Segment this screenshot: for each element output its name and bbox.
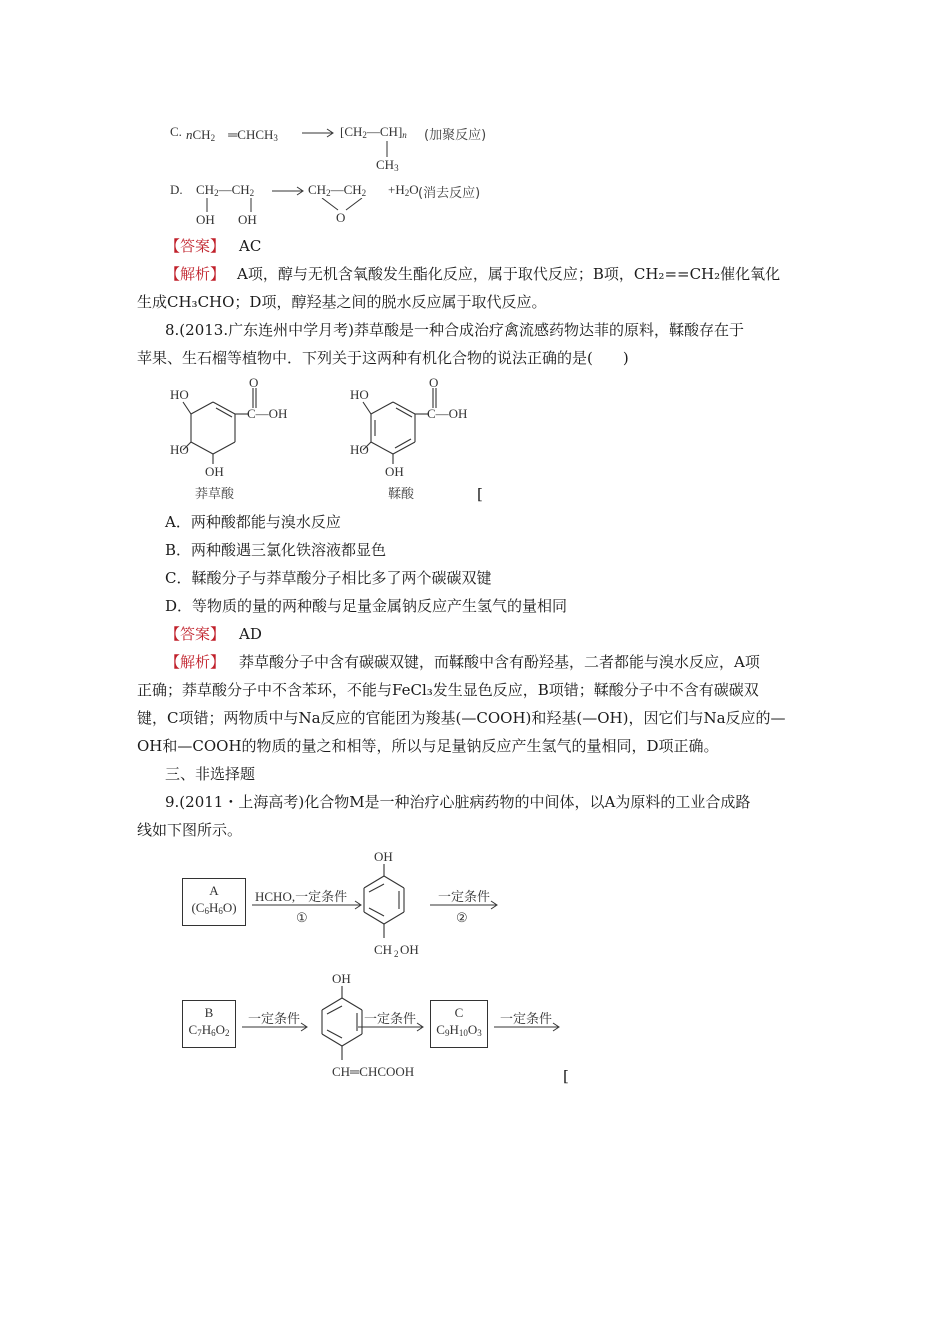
q8-option-d: D．等物质的量的两种酸与足量金属钠反应产生氢气的量相同 <box>165 597 568 615</box>
option-d-oh-left: OH <box>196 212 215 227</box>
box-c-formula: $C_9H_{10}O_3$ <box>436 1022 482 1038</box>
svg-text:HO: HO <box>350 387 369 402</box>
svg-text:2: 2 <box>394 949 399 959</box>
box-c <box>430 1000 488 1048</box>
arrow2-step: ② <box>456 910 468 925</box>
option-c-letter: C. <box>170 124 182 139</box>
q8-analysis-text1: 莽草酸分子中含有碳碳双键，而鞣酸中含有酚羟基，二者都能与溴水反应，A项 <box>239 653 760 671</box>
q9-stem-line2: 线如下图所示。 <box>137 821 243 839</box>
arrow2 <box>430 900 500 910</box>
q8-analysis-label: 【解析】 <box>165 653 226 671</box>
svg-text:HO: HO <box>350 442 369 457</box>
option-c-equation <box>170 124 510 174</box>
q8-analysis-line2: 正确；莽草酸分子中不含苯环，不能与FeCl₃发生显色反应，B项错；鞣酸分子中不含有碳碳双 <box>137 681 759 699</box>
option-d-letter: D. <box>170 182 183 197</box>
q8-stem-line2: 苹果、生石榴等植物中．下列关于这两种有机化合物的说法正确的是( ) <box>137 349 629 367</box>
svg-text:OH: OH <box>385 464 404 479</box>
svg-text:HO: HO <box>170 387 189 402</box>
svg-text:OH: OH <box>374 849 393 864</box>
arrow5 <box>494 1022 562 1032</box>
svg-text:C—OH: C—OH <box>427 406 468 421</box>
arrow2-label: 一定条件 <box>438 889 491 904</box>
arrow1-step: ① <box>296 910 308 925</box>
option-d-arrow <box>272 186 306 196</box>
q8-bracket: [ <box>477 485 483 503</box>
box-c-name: C <box>454 1005 464 1020</box>
p-hydroxybenzyl-alcohol-structure <box>360 848 440 963</box>
option-c-label: (加聚反应) <box>424 128 487 143</box>
q8-option-c: C．鞣酸分子与莽草酸分子相比多了两个碳碳双键 <box>165 569 492 587</box>
shikimic-acid-name: 莽草酸 <box>195 487 235 502</box>
q8-answer-label: 【答案】 <box>165 625 226 643</box>
box-b-formula: $C_7H_6O_2$ <box>188 1022 230 1038</box>
option-c-branch-bond <box>385 141 389 157</box>
box-b <box>182 1000 236 1048</box>
svg-text:O: O <box>249 375 259 390</box>
q8-answer-value: AD <box>239 625 262 643</box>
q7-answer-value: AC <box>239 237 262 255</box>
q7-analysis-line2: 生成CH₃CHO；D项，醇羟基之间的脱水反应属于取代反应。 <box>137 293 547 311</box>
tannic-acid-structure <box>345 372 485 482</box>
option-d-equation <box>170 180 510 230</box>
arrow3-label: 一定条件 <box>248 1011 301 1026</box>
arrow1-label: HCHO,一定条件 <box>255 889 348 904</box>
arrow5-label: 一定条件 <box>500 1011 553 1026</box>
q7-analysis-text1: A项，醇与无机含氧酸发生酯化反应，属于取代反应；B项，CH₂==CH₂催化氧化 <box>237 265 781 283</box>
option-d-label: (消去反应) <box>418 186 481 201</box>
option-d-oh-right: OH <box>238 212 257 227</box>
option-c-reactant: nCH$_2$ $═CHCH_3$ <box>186 127 278 143</box>
option-d-reactant: $CH_2—CH_2$ <box>196 182 255 198</box>
box-b-name: B <box>204 1005 214 1020</box>
q7-analysis-line1 <box>165 264 780 284</box>
box-a-name: A <box>209 883 219 898</box>
q8-option-b: B．两种酸遇三氯化铁溶液都显色 <box>165 541 387 559</box>
box-a-formula: $(C_6H_6O)$ <box>191 900 237 916</box>
svg-text:OH: OH <box>400 942 419 957</box>
option-d-water: $+H_2O$ <box>388 182 419 198</box>
q8-analysis-line1 <box>165 652 760 672</box>
q8-stem-line1: 8.(2013.广东连州中学月考)莽草酸是一种合成治疗禽流感药物达菲的原料，鞣酸存在于 <box>165 321 744 339</box>
arrow1 <box>252 900 364 910</box>
svg-text:CH: CH <box>374 942 393 957</box>
svg-text:OH: OH <box>205 464 224 479</box>
box-a <box>182 878 246 926</box>
q9-stem-line1: 9.(2011・上海高考)化合物M是一种治疗心脏病药物的中间体，以A为原料的工业合成路 <box>165 793 751 811</box>
q7-analysis-label: 【解析】 <box>165 265 226 283</box>
option-d-epoxide: $CH_2—CH_2$ <box>308 182 367 198</box>
section3-title: 三、非选择题 <box>165 765 256 783</box>
tannic-acid-name: 鞣酸 <box>388 487 415 502</box>
q8-analysis-line4: OH和—COOH的物质的量之和相等，所以与足量钠反应产生氢气的量相同，D项正确。 <box>137 737 719 755</box>
q8-option-a: A．两种酸都能与溴水反应 <box>165 513 341 531</box>
option-c-polymer: $[CH_2—CH]_n$ <box>340 124 407 140</box>
q7-answer-label: 【答案】 <box>165 237 226 255</box>
arrow3 <box>242 1022 310 1032</box>
svg-text:HO: HO <box>170 442 189 457</box>
q9-bracket: [ <box>563 1067 569 1085</box>
option-d-epoxide-o: O <box>336 210 346 225</box>
option-c-arrow <box>302 128 336 138</box>
shikimic-acid-structure <box>165 372 305 482</box>
svg-text:C—OH: C—OH <box>247 406 288 421</box>
q8-answer <box>165 624 262 644</box>
svg-text:CH═CHCOOH: CH═CHCOOH <box>332 1064 415 1079</box>
q8-analysis-line3: 键，C项错；两物质中与Na反应的官能团为羧基(—COOH)和羟基(—OH)，因它们与Na反应的— <box>137 709 786 727</box>
arrow4 <box>358 1022 426 1032</box>
option-c-methyl: $CH_3$ <box>376 157 399 173</box>
svg-text:O: O <box>429 375 439 390</box>
q7-answer <box>165 236 261 256</box>
svg-text:OH: OH <box>332 971 351 986</box>
arrow4-label: 一定条件 <box>364 1011 417 1026</box>
